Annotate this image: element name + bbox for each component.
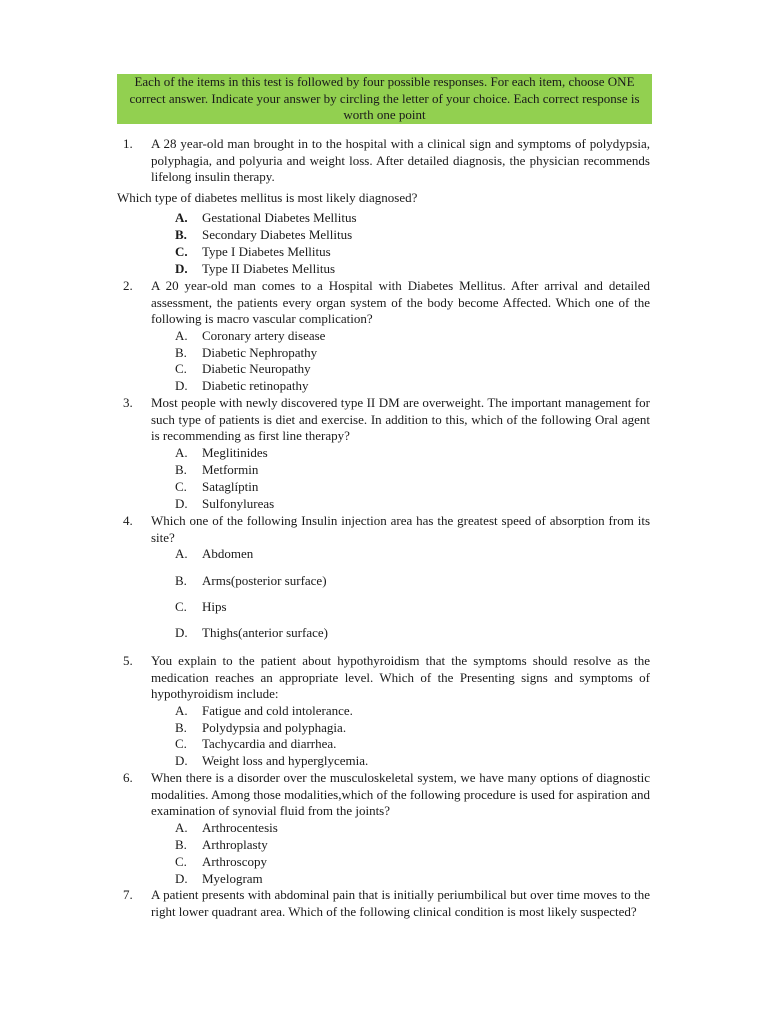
question-text: Which one of the following Insulin injection area has the greatest speed of absorption from its site? (151, 513, 650, 545)
option-text: Thighs(anterior surface) (202, 625, 328, 640)
option-text: Polydypsia and polyphagia. (202, 720, 347, 735)
option-text: Arthroscopy (202, 854, 267, 869)
option-text: Secondary Diabetes Mellitus (202, 227, 353, 242)
question-number: 2. (123, 278, 133, 293)
option-text: Type I Diabetes Mellitus (202, 244, 331, 259)
instructions-box: Each of the items in this test is followed by four possible responses. For each item, choose ONE correct answer. Indicate your answer by circling the letter of your choice. Each correct response is worth one point (117, 74, 652, 124)
option-letter: C. (175, 244, 188, 259)
option-text: Diabetic Neuropathy (202, 361, 311, 376)
option-letter: C. (175, 361, 187, 376)
question-text: You explain to the patient about hypothyroidism that the symptoms should resolve as the medication reaches an appropriate level. Which of the Presenting signs and symptoms of hypothyroidism include: (151, 653, 650, 702)
option-letter: B. (175, 573, 187, 588)
option-letter: D. (175, 871, 188, 886)
option-letter: B. (175, 227, 187, 242)
option-letter: C. (175, 479, 187, 494)
option-letter: A. (175, 210, 188, 225)
option-text: Tachycardia and diarrhea. (202, 736, 337, 751)
option-letter: D. (175, 496, 188, 511)
option-text: Sulfonylureas (202, 496, 275, 511)
option-letter: D. (175, 261, 188, 276)
question-text: A patient presents with abdominal pain that is initially periumbilical but over time moves to the right lower quadrant area. Which of the following clinical condition is most likely suspected? (151, 887, 650, 919)
question-number: 1. (123, 136, 133, 151)
option-letter: D. (175, 753, 188, 768)
option-text: Arthroplasty (202, 837, 268, 852)
option-text: Metformin (202, 462, 259, 477)
question-text: Most people with newly discovered type II DM are overweight. The important management for such type of patients is diet and exercise. In addition to this, which of the following Oral agent is recommending as first line therapy? (151, 395, 650, 444)
option-letter: A. (175, 546, 188, 561)
option-letter: D. (175, 625, 188, 640)
option-text: Arms(posterior surface) (202, 573, 327, 588)
option-letter: C. (175, 854, 187, 869)
option-text: Arthrocentesis (202, 820, 278, 835)
option-text: Fatigue and cold intolerance. (202, 703, 353, 718)
option-letter: B. (175, 837, 187, 852)
option-text: Diabetic Nephropathy (202, 345, 318, 360)
option-letter: A. (175, 445, 188, 460)
option-letter: C. (175, 599, 187, 614)
option-text: Sataglíptin (202, 479, 259, 494)
question-text: A 20 year-old man comes to a Hospital with Diabetes Mellitus. After arrival and detailed assessment, the patients every organ system of the body become Affected. Which one of the following is macro vascular complication? (151, 278, 650, 327)
option-text: Meglitinides (202, 445, 268, 460)
question-number: 4. (123, 513, 133, 528)
option-text: Type II Diabetes Mellitus (202, 261, 336, 276)
option-letter: A. (175, 703, 188, 718)
option-text: Weight loss and hyperglycemia. (202, 753, 369, 768)
question-number: 5. (123, 653, 133, 668)
option-letter: C. (175, 736, 187, 751)
option-letter: B. (175, 462, 187, 477)
option-letter: D. (175, 378, 188, 393)
option-text: Coronary artery disease (202, 328, 326, 343)
question-number: 3. (123, 395, 133, 410)
option-letter: B. (175, 345, 187, 360)
option-text: Abdomen (202, 546, 254, 561)
option-letter: A. (175, 820, 188, 835)
question-text: When there is a disorder over the musculoskeletal system, we have many options of diagnostic modalities. Among those modalities,which of the following procedure is used for aspiration and examination of synovial fluid from the joints? (151, 770, 650, 819)
option-text: Hips (202, 599, 227, 614)
option-letter: A. (175, 328, 188, 343)
question-1-stem: Which type of diabetes mellitus is most likely diagnosed? (117, 190, 418, 205)
question-text: A 28 year-old man brought in to the hospital with a clinical sign and symptoms of polydypsia, polyphagia, and polyuria and weight loss. After detailed diagnosis, the physician recommends lifelong insulin therapy. (151, 136, 650, 185)
option-text: Myelogram (202, 871, 263, 886)
option-text: Gestational Diabetes Mellitus (202, 210, 357, 225)
option-letter: B. (175, 720, 187, 735)
question-number: 7. (123, 887, 133, 902)
option-text: Diabetic retinopathy (202, 378, 309, 393)
question-number: 6. (123, 770, 133, 785)
